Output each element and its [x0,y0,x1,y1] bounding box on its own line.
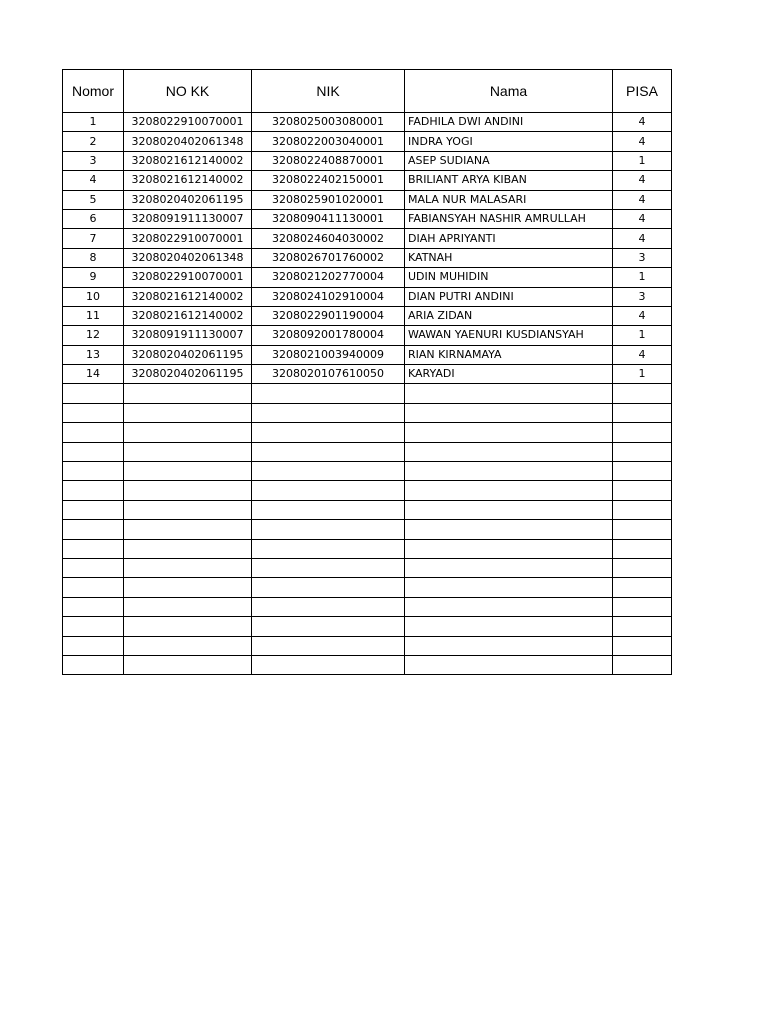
cell-pisa: 4 [613,229,672,248]
cell-nomor [63,597,124,616]
cell-nik: 3208022901190004 [252,306,405,325]
cell-no-kk: 3208091911130007 [124,209,252,228]
cell-nik [252,617,405,636]
cell-pisa [613,539,672,558]
cell-nama [405,481,613,500]
cell-nomor [63,636,124,655]
cell-nomor: 7 [63,229,124,248]
cell-pisa [613,655,672,674]
cell-nik: 3208022003040001 [252,132,405,151]
cell-no-kk: 3208020402061348 [124,248,252,267]
cell-nomor: 12 [63,326,124,345]
cell-nama: KARYADI [405,365,613,384]
cell-nama [405,500,613,519]
cell-no-kk [124,481,252,500]
cell-nomor [63,403,124,422]
cell-nik: 3208090411130001 [252,209,405,228]
empty-row [63,655,672,674]
table-row [63,209,672,228]
cell-no-kk [124,500,252,519]
cell-pisa: 1 [613,326,672,345]
cell-pisa [613,500,672,519]
empty-row [63,617,672,636]
empty-row [63,462,672,481]
cell-nik [252,655,405,674]
cell-pisa: 1 [613,365,672,384]
cell-nomor [63,617,124,636]
cell-no-kk [124,384,252,403]
cell-nama [405,442,613,461]
cell-nomor: 6 [63,209,124,228]
cell-pisa: 4 [613,209,672,228]
cell-no-kk [124,539,252,558]
cell-nama: DIAN PUTRI ANDINI [405,287,613,306]
cell-no-kk: 3208021612140002 [124,171,252,190]
cell-nik: 3208024102910004 [252,287,405,306]
header-nama: Nama [405,70,613,113]
cell-nama: MALA NUR MALASARI [405,190,613,209]
table-row [63,113,672,132]
cell-pisa [613,558,672,577]
cell-pisa: 1 [613,268,672,287]
cell-nik: 3208021003940009 [252,345,405,364]
cell-no-kk: 3208021612140002 [124,306,252,325]
cell-pisa [613,578,672,597]
empty-row [63,597,672,616]
empty-row [63,500,672,519]
cell-pisa [613,462,672,481]
cell-nik: 3208020107610050 [252,365,405,384]
cell-no-kk: 3208022910070001 [124,268,252,287]
cell-nomor [63,423,124,442]
cell-nomor [63,481,124,500]
table-row [63,306,672,325]
cell-nomor [63,520,124,539]
cell-nama: FADHILA DWI ANDINI [405,113,613,132]
cell-nomor: 3 [63,151,124,170]
cell-no-kk: 3208091911130007 [124,326,252,345]
cell-no-kk [124,558,252,577]
cell-nik [252,578,405,597]
cell-no-kk: 3208020402061195 [124,190,252,209]
cell-nama: ASEP SUDIANA [405,151,613,170]
cell-nomor: 2 [63,132,124,151]
cell-nama: RIAN KIRNAMAYA [405,345,613,364]
cell-nik: 3208022408870001 [252,151,405,170]
table-row [63,229,672,248]
cell-nama: KATNAH [405,248,613,267]
cell-no-kk: 3208020402061195 [124,365,252,384]
cell-no-kk [124,403,252,422]
header-pisa: PISA [613,70,672,113]
cell-pisa: 4 [613,113,672,132]
cell-no-kk [124,578,252,597]
cell-nik [252,423,405,442]
table-row [63,248,672,267]
cell-nama [405,558,613,577]
cell-nik: 3208025901020001 [252,190,405,209]
cell-nomor [63,442,124,461]
cell-nomor: 14 [63,365,124,384]
cell-pisa [613,481,672,500]
cell-nik: 3208022402150001 [252,171,405,190]
cell-no-kk [124,617,252,636]
cell-nik [252,539,405,558]
cell-nik [252,462,405,481]
table-row [63,345,672,364]
cell-nomor: 9 [63,268,124,287]
cell-nomor: 1 [63,113,124,132]
cell-pisa: 4 [613,306,672,325]
cell-nama: ARIA ZIDAN [405,306,613,325]
cell-pisa: 3 [613,287,672,306]
cell-nomor: 13 [63,345,124,364]
cell-nik: 3208092001780004 [252,326,405,345]
table-row [63,151,672,170]
cell-pisa: 4 [613,345,672,364]
cell-nomor: 10 [63,287,124,306]
empty-row [63,423,672,442]
cell-no-kk: 3208022910070001 [124,229,252,248]
empty-row [63,442,672,461]
cell-nik [252,384,405,403]
cell-nik [252,442,405,461]
cell-nomor: 11 [63,306,124,325]
table-row [63,365,672,384]
cell-nama [405,539,613,558]
empty-row [63,481,672,500]
cell-nama [405,520,613,539]
cell-nik [252,597,405,616]
cell-no-kk: 3208022910070001 [124,113,252,132]
cell-no-kk: 3208020402061195 [124,345,252,364]
cell-nama [405,636,613,655]
empty-row [63,403,672,422]
cell-nomor [63,539,124,558]
cell-nomor [63,384,124,403]
cell-no-kk: 3208021612140002 [124,287,252,306]
cell-pisa: 4 [613,190,672,209]
cell-no-kk: 3208021612140002 [124,151,252,170]
empty-row [63,520,672,539]
empty-row [63,384,672,403]
cell-no-kk [124,442,252,461]
cell-nomor [63,500,124,519]
cell-nik: 3208025003080001 [252,113,405,132]
cell-nomor: 8 [63,248,124,267]
table-body [63,113,672,675]
empty-row [63,539,672,558]
table-row [63,326,672,345]
table-header [63,70,672,113]
cell-pisa: 4 [613,171,672,190]
empty-row [63,558,672,577]
cell-nama [405,403,613,422]
cell-nama [405,597,613,616]
cell-nik: 3208024604030002 [252,229,405,248]
cell-pisa [613,423,672,442]
cell-nama [405,423,613,442]
cell-no-kk [124,462,252,481]
cell-pisa [613,597,672,616]
cell-pisa: 3 [613,248,672,267]
cell-pisa [613,520,672,539]
table-row [63,171,672,190]
empty-row [63,578,672,597]
cell-no-kk [124,636,252,655]
header-nomor: Nomor [63,70,124,113]
cell-pisa [613,384,672,403]
cell-nik [252,520,405,539]
cell-pisa [613,617,672,636]
cell-nama: INDRA YOGI [405,132,613,151]
cell-nama: BRILIANT ARYA KIBAN [405,171,613,190]
cell-no-kk [124,597,252,616]
cell-nama [405,462,613,481]
table-row [63,190,672,209]
data-table [62,69,672,675]
header-no-kk: NO KK [124,70,252,113]
cell-pisa: 4 [613,132,672,151]
cell-nik: 3208026701760002 [252,248,405,267]
cell-nomor [63,462,124,481]
cell-pisa [613,403,672,422]
cell-no-kk [124,520,252,539]
empty-row [63,636,672,655]
header-nik: NIK [252,70,405,113]
cell-no-kk [124,655,252,674]
cell-nomor [63,558,124,577]
table-row [63,287,672,306]
header-row [63,70,672,113]
cell-nik [252,558,405,577]
cell-nama [405,384,613,403]
cell-nik [252,481,405,500]
cell-nik [252,636,405,655]
cell-nama: UDIN MUHIDIN [405,268,613,287]
cell-nama: FABIANSYAH NASHIR AMRULLAH [405,209,613,228]
cell-nomor [63,655,124,674]
cell-nomor [63,578,124,597]
cell-nama [405,578,613,597]
cell-nama [405,655,613,674]
cell-pisa [613,636,672,655]
cell-no-kk [124,423,252,442]
cell-nama: WAWAN YAENURI KUSDIANSYAH [405,326,613,345]
cell-nama [405,617,613,636]
cell-nik: 3208021202770004 [252,268,405,287]
cell-nik [252,403,405,422]
table-row [63,132,672,151]
cell-no-kk: 3208020402061348 [124,132,252,151]
cell-pisa: 1 [613,151,672,170]
cell-nomor: 4 [63,171,124,190]
cell-nama: DIAH APRIYANTI [405,229,613,248]
cell-pisa [613,442,672,461]
cell-nomor: 5 [63,190,124,209]
cell-nik [252,500,405,519]
table-row [63,268,672,287]
